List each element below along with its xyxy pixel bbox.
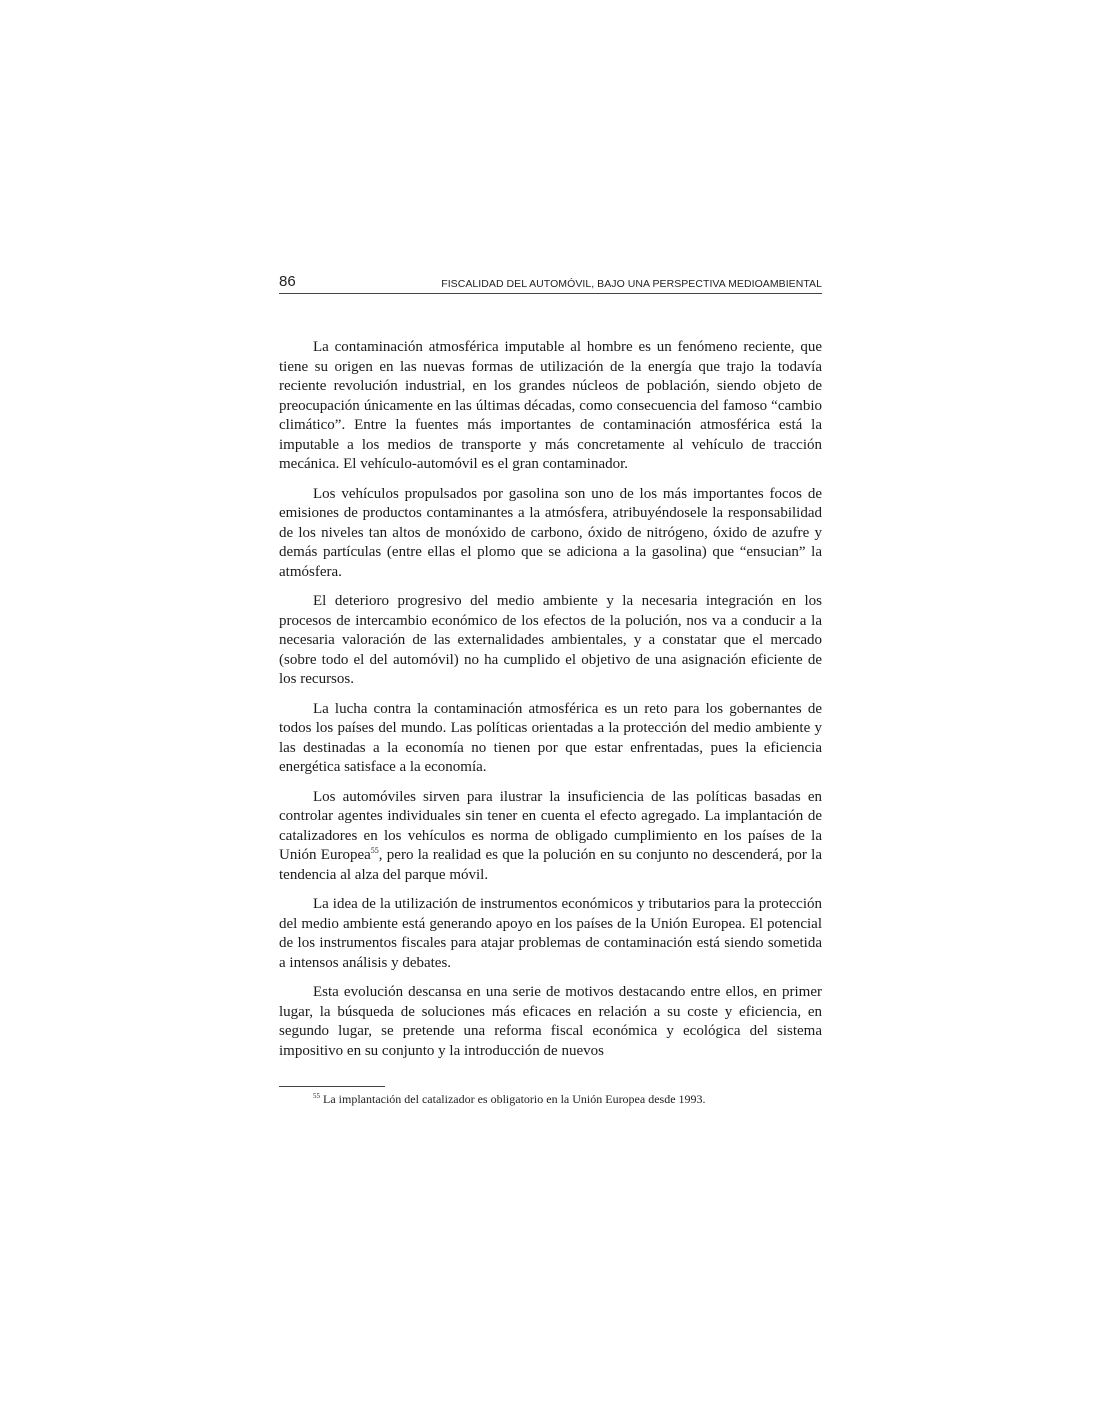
- footnote-reference: 55: [370, 846, 379, 855]
- paragraph-4: La lucha contra la contaminación atmosférica es un reto para los gobernantes de todos los países del mundo. Las políticas orientadas a la protección del medio ambiente y las destinadas a la economía no tienen por que estar enfrentadas, pues la eficiencia energética satisface a la economía.: [279, 700, 822, 775]
- paragraph-7: Esta evolución descansa en una serie de motivos destacando entre ellos, en primer lugar, la búsqueda de soluciones más eficaces en relación a su coste y eficiencia, en segundo lugar, se pretende una reforma fiscal económica y ecológica del sistema impositivo en su conjunto y la introducción de nuevos: [279, 984, 822, 1059]
- running-title: FISCALIDAD DEL AUTOMÓVIL, BAJO UNA PERSPECTIVA MEDIOAMBIENTAL: [441, 278, 822, 290]
- book-page: [279, 270, 822, 1107]
- footnote: [279, 1092, 822, 1107]
- running-header: [279, 270, 822, 294]
- footnote-divider: [279, 1086, 385, 1087]
- paragraph-6: La idea de la utilización de instrumentos económicos y tributarios para la protección del medio ambiente está generando apoyo en los países de la Unión Europea. El potencial de los instrumentos fiscales para atajar problemas de contaminación está siendo sometida a intensos análisis y debates.: [279, 896, 822, 971]
- paragraph-3: El deterioro progresivo del medio ambiente y la necesaria integración en los procesos de intercambio económico de los efectos de la polución, nos va a conducir a la necesaria valoración de las externalidades ambientales, y a constatar que el mercado (sobre todo el del automóvil) no ha cumplido el objetivo de una asignación eficiente de los recursos.: [279, 593, 822, 687]
- paragraph-5-text-before: Los automóviles sirven para ilustrar la insuficiencia de las políticas basadas en controlar agentes individuales sin tener en cuenta el efecto agregado. La implantación de catalizadores en los vehículos es norma de obligado cumplimiento en los países de la Unión Europea: [279, 788, 822, 863]
- page-number: 86: [279, 273, 296, 290]
- footnote-text: La implantación del catalizador es obligatorio en la Unión Europea desde 1993.: [323, 1092, 706, 1106]
- body-text: [279, 338, 822, 1061]
- paragraph-2: Los vehículos propulsados por gasolina son uno de los más importantes focos de emisiones de productos contaminantes a la atmósfera, atribuyéndosele la responsabilidad de los niveles tan altos de monóxido de carbono, óxido de nitrógeno, óxido de azufre y demás partículas (entre ellas el plomo que se adiciona a la gasolina) que “ensucian” la atmósfera.: [279, 485, 822, 580]
- paragraph-5: [279, 788, 822, 886]
- footnote-number: 55: [313, 1092, 320, 1100]
- paragraph-1: La contaminación atmosférica imputable al hombre es un fenómeno reciente, que tiene su origen en las nuevas formas de utilización de la energía que trajo la todavía reciente revolución industrial, en los grandes núcleos de población, siendo objeto de preocupación únicamente en las últimas décadas, como consecuencia del famoso “cambio climático”. Entre la fuentes más importantes de contaminación atmosférica está la imputable a los medios de transporte y más concretamente al vehículo de tracción mecánica. El vehículo-automóvil es el gran contaminador.: [279, 339, 822, 472]
- paragraph-5-text-after: , pero la realidad es que la polución en su conjunto no descenderá, por la tendencia al alza del parque móvil.: [279, 847, 822, 883]
